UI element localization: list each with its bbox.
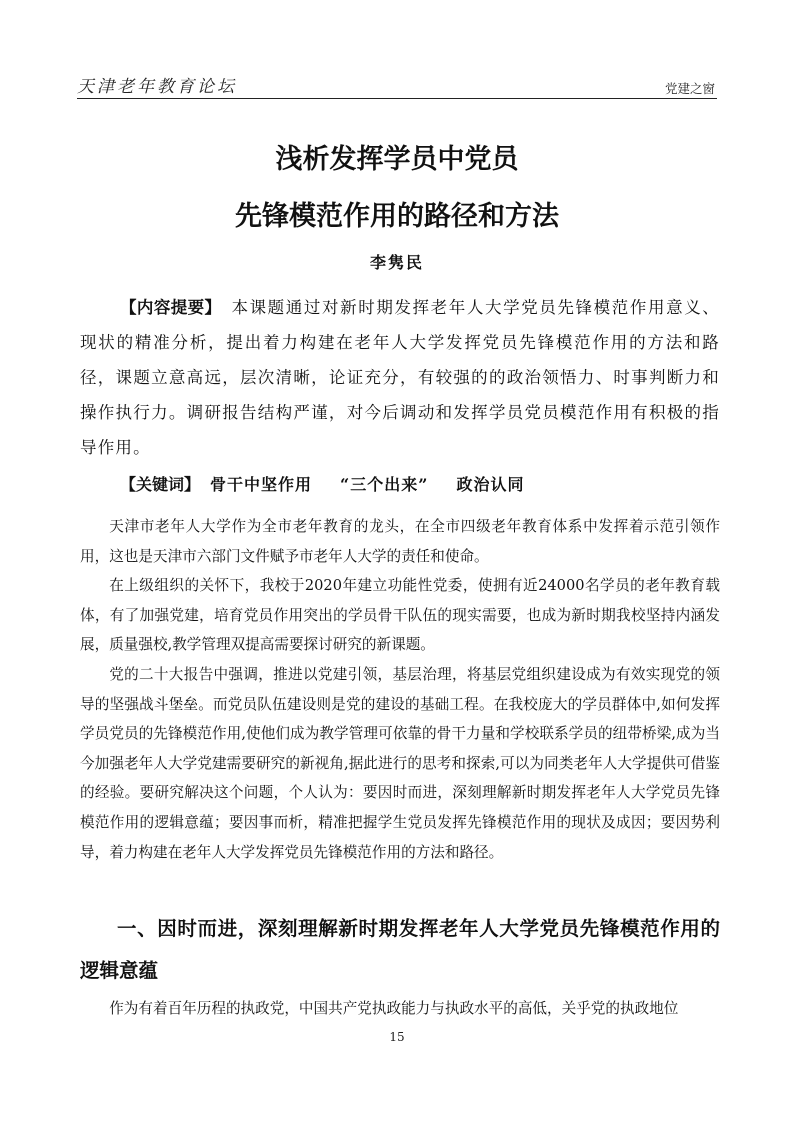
title-line-2: 先锋模范作用的路径和方法: [235, 201, 559, 232]
section-name: 党建之窗: [664, 81, 715, 96]
paragraph: 作为有着百年历程的执政党，中国共产党执政能力与执政水平的高低，关乎党的执政地位: [109, 1000, 679, 1017]
keyword: 政治认同: [456, 475, 525, 494]
page-header: [77, 64, 717, 102]
body-text: [80, 512, 720, 867]
abstract-label: 【内容提要】: [120, 298, 222, 317]
keyword: “三个出来”: [340, 475, 429, 494]
paragraph: 在上级组织的关怀下，我校于2020年建立功能性党委，使拥有近24000名学员的老年教育载体，有了加强党建，培育党员作用突出的学员骨干队伍的现实需要，也成为新时期我校坚持内涵发展，质量强校,教学管理双提高需要探讨研究的新课题。: [80, 577, 720, 654]
keywords: [80, 472, 720, 495]
abstract: [80, 290, 720, 465]
keywords-label: 【关键词】: [120, 475, 201, 494]
page-number: 15: [389, 1030, 405, 1044]
author: 李隽民: [369, 253, 424, 272]
abstract-text: 本课题通过对新时期发挥老年人大学党员先锋模范作用意义、现状的精准分析，提出着力构建在老年人大学发挥党员先锋模范作用的方法和路径，课题立意高远，层次清晰，论证充分，有较强的的政治领悟力、时事判断力和操作执行力。调研报告结构严谨，对今后调动和发挥学员党员模范作用有积极的指导作用。: [80, 298, 721, 457]
section-heading: 一、因时而进，深刻理解新时期发挥老年人大学党员先锋模范作用的逻辑意蕴: [80, 917, 720, 982]
keyword: 骨干中坚作用: [210, 475, 313, 494]
paragraph: 天津市老年人大学作为全市老年教育的龙头，在全市四级老年教育体系中发挥着示范引领作用，这也是天津市六部门文件赋予市老年人大学的责任和使命。: [80, 518, 720, 565]
title-line-1: 浅析发挥学员中党员: [275, 144, 519, 175]
journal-logo: 天津老年教育论坛: [77, 77, 237, 97]
header-divider: [77, 98, 717, 99]
paragraph: 党的二十大报告中强调，推进以党建引领，基层治理，将基层党组织建设成为有效实现党的领导的坚强战斗堡垒。而党员队伍建设则是党的建设的基础工程。在我校庞大的学员群体中,如何发挥学员党员的先锋模范作用,使他们成为教学管理可依靠的骨干力量和学校联系学员的纽带桥梁,成为当今加强老年人大学党建需要研究的新视角,据此进行的思考和探索,可以为同类老年人大学提供可借鉴的经验。要研究解决这个问题，个人认为：要因时而进，深刻理解新时期发挥老年人大学党员先锋模范作用的逻辑意蕴；要因事而析，精准把握学生党员发挥先锋模范作用的现状及成因；要因势利导，着力构建在老年人大学发挥党员先锋模范作用的方法和路径。: [80, 665, 720, 861]
